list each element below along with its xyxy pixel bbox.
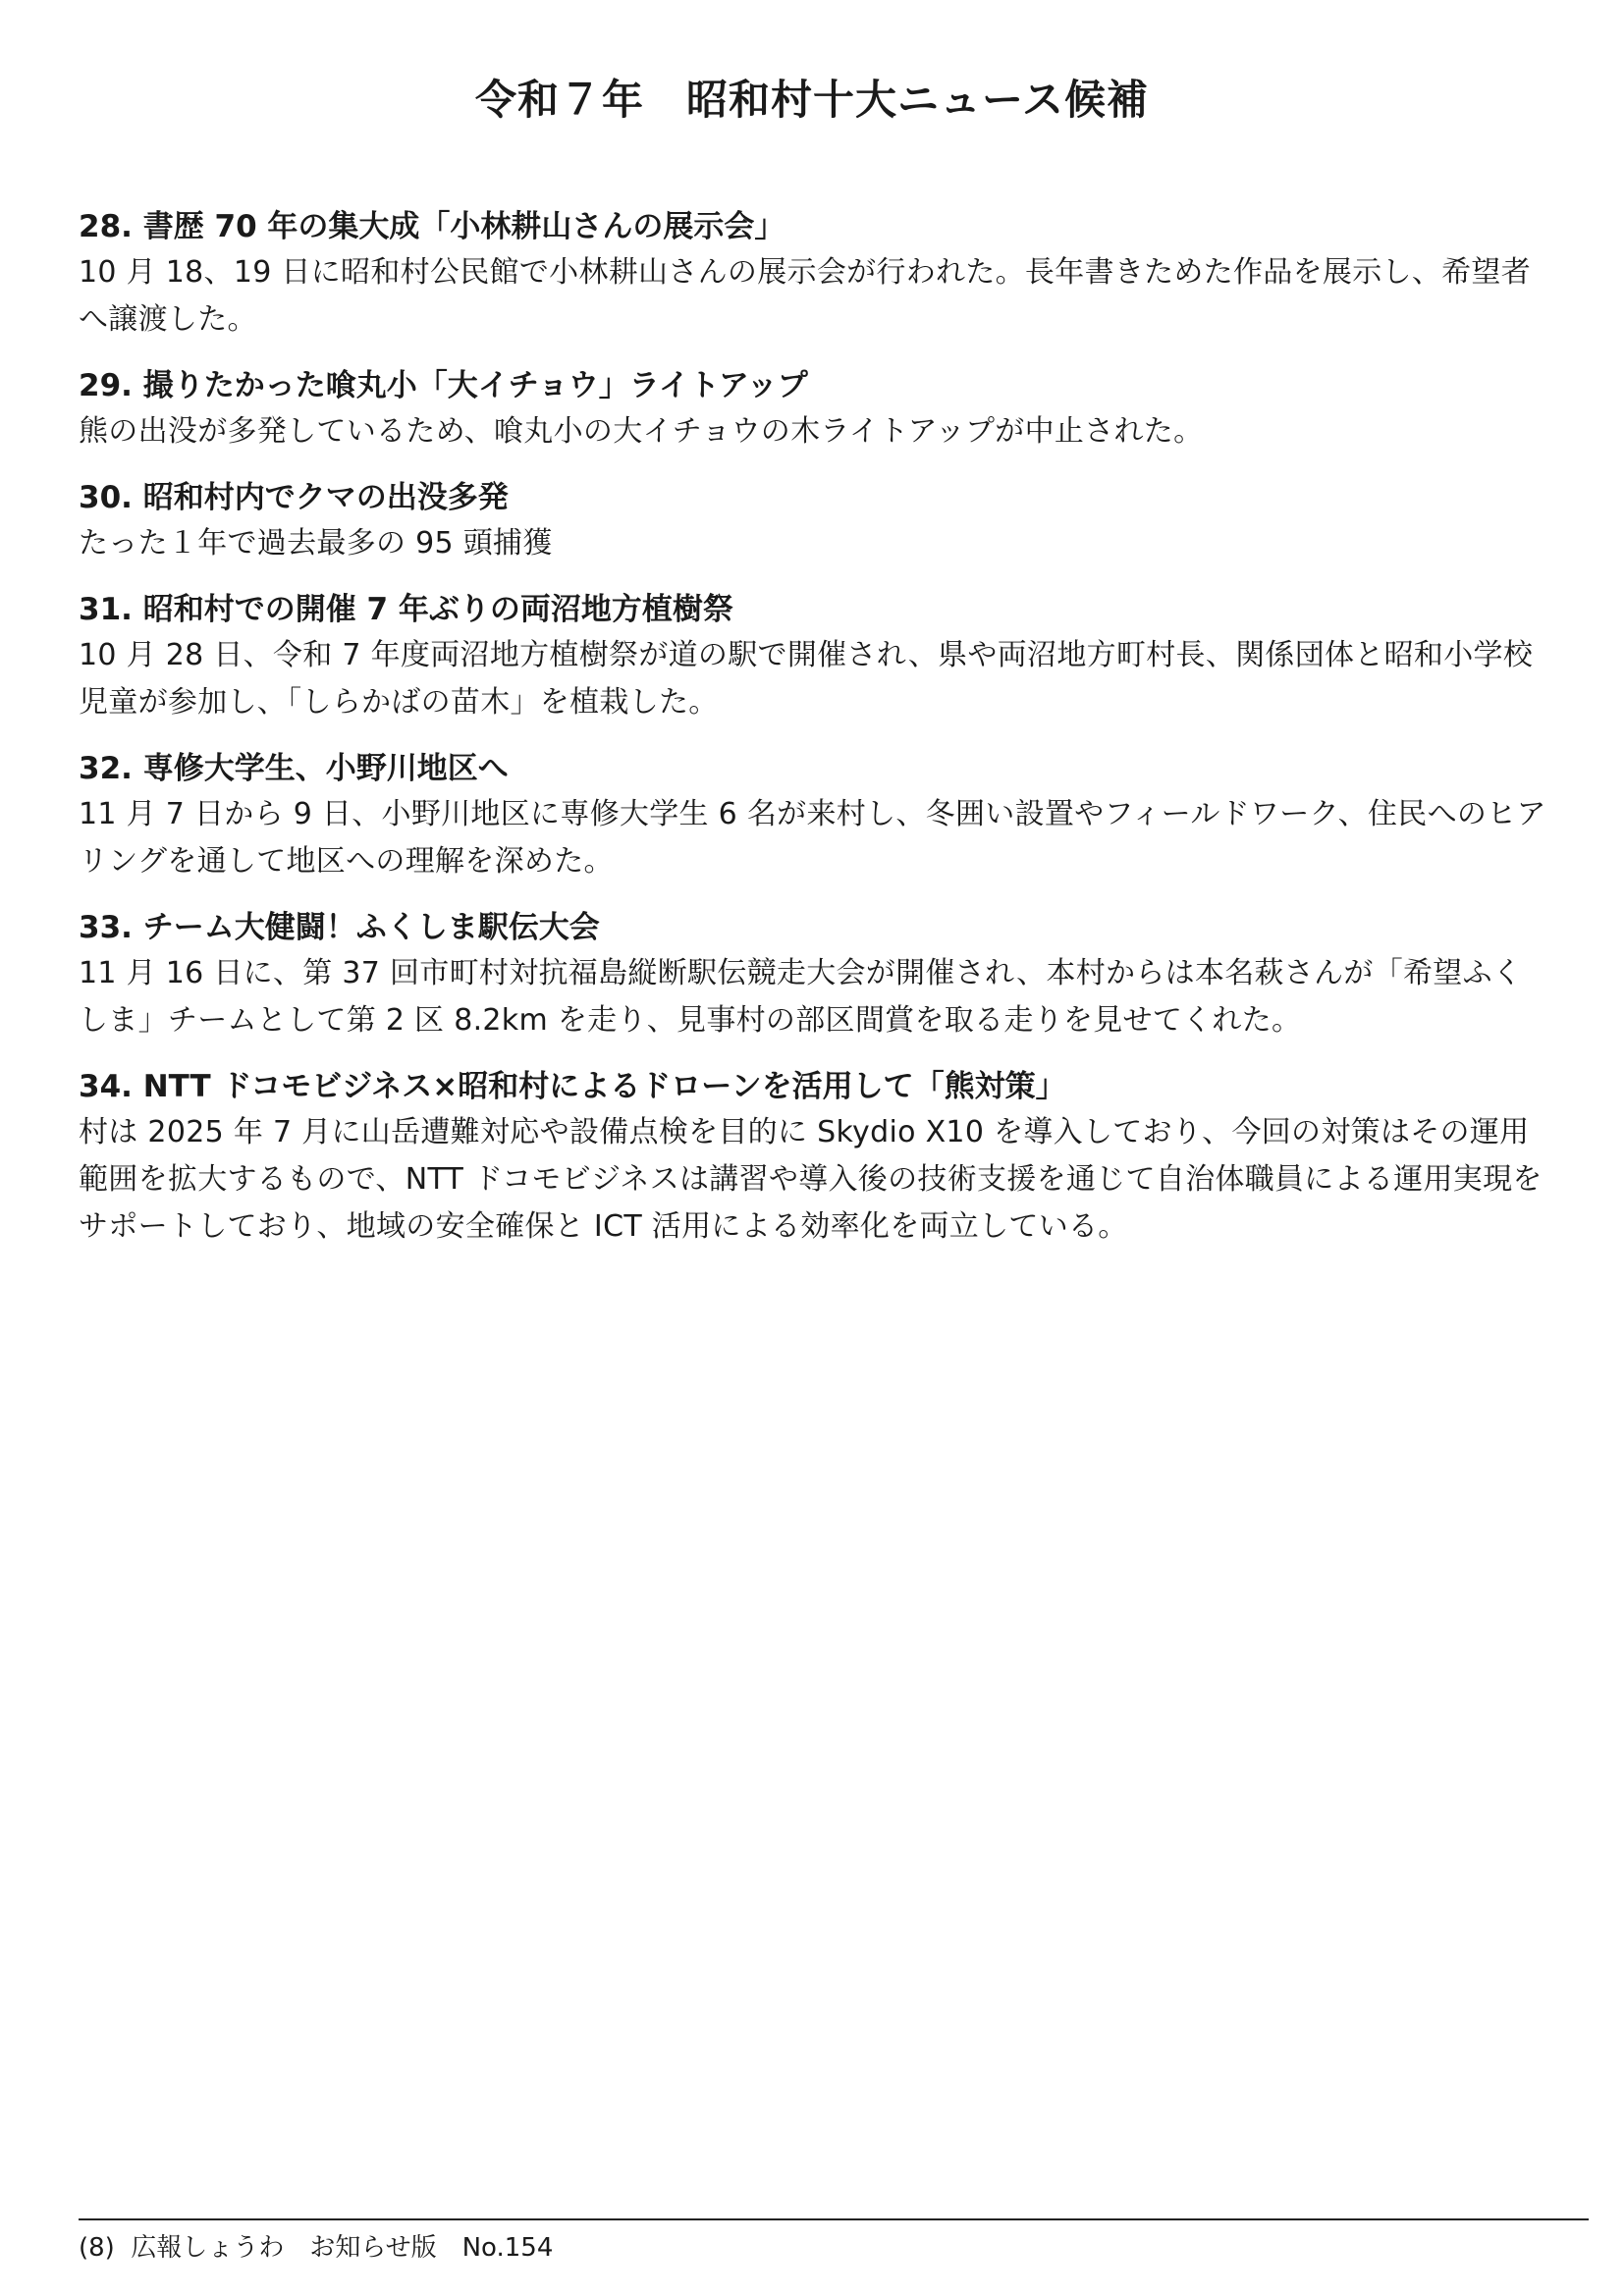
news-body: 11 月 7 日から 9 日、小野川地区に専修大学生 6 名が来村し、冬囲い設置やフィールドワーク、住民へのヒアリングを通して地区への理解を深めた。 bbox=[79, 797, 1546, 879]
news-body: 10 月 18、19 日に昭和村公民館で小林耕山さんの展示会が行われた。長年書きためた作品を展示し、希望者へ譲渡した。 bbox=[79, 255, 1532, 337]
news-body: 熊の出没が多発しているため、喰丸小の大イチョウの木ライトアップが中止された。 bbox=[79, 414, 1204, 449]
page-footer: (8) 広報しょうわ お知らせ版 No.154 bbox=[79, 2233, 554, 2263]
footer-divider bbox=[79, 2218, 1589, 2220]
news-item-33 bbox=[79, 905, 1551, 1044]
news-body: たった１年で過去最多の 95 頭捕獲 bbox=[79, 526, 553, 561]
news-body: 11 月 16 日に、第 37 回市町村対抗福島縦断駅伝競走大会が開催され、本村からは本名萩さんが「希望ふくしま」チームとして第 2 区 8.2km を走り、見事村の部区間賞を取る走りを見せてくれた。 bbox=[79, 956, 1523, 1038]
news-heading: 32. 専修大学生、小野川地区へ bbox=[79, 751, 509, 786]
news-item-30 bbox=[79, 475, 1551, 567]
news-list bbox=[79, 204, 1551, 1270]
news-item-34 bbox=[79, 1064, 1551, 1251]
news-heading: 29. 撮りたかった喰丸小「大イチョウ」ライトアップ bbox=[79, 368, 808, 403]
news-item-32 bbox=[79, 746, 1551, 885]
news-body: 村は 2025 年 7 月に山岳遭難対応や設備点検を目的に Skydio X10 を導入しており、今回の対策はその運用範囲を拡大するもので、NTT ドコモビジネスは講習や導入後の技術支援を通じて自治体職員による運用実現をサポートしており、地域の安全確保と ICT 活用による効率化を両立している。 bbox=[79, 1115, 1543, 1244]
news-heading: 34. NTT ドコモビジネス×昭和村によるドローンを活用して「熊対策」 bbox=[79, 1069, 1066, 1104]
news-item-29 bbox=[79, 363, 1551, 455]
news-item-28 bbox=[79, 204, 1551, 344]
news-heading: 28. 書歴 70 年の集大成「小林耕山さんの展示会」 bbox=[79, 209, 785, 244]
news-item-31 bbox=[79, 587, 1551, 726]
page-title: 令和７年 昭和村十大ニュース候補 bbox=[475, 76, 1149, 124]
news-body: 10 月 28 日、令和 7 年度両沼地方植樹祭が道の駅で開催され、県や両沼地方町村長、関係団体と昭和小学校児童が参加し、「しらかばの苗木」を植栽した。 bbox=[79, 638, 1534, 720]
news-heading: 30. 昭和村内でクマの出没多発 bbox=[79, 480, 509, 515]
news-heading: 33. チーム大健闘！ふくしま駅伝大会 bbox=[79, 910, 600, 945]
news-heading: 31. 昭和村での開催 7 年ぶりの両沼地方植樹祭 bbox=[79, 592, 733, 627]
